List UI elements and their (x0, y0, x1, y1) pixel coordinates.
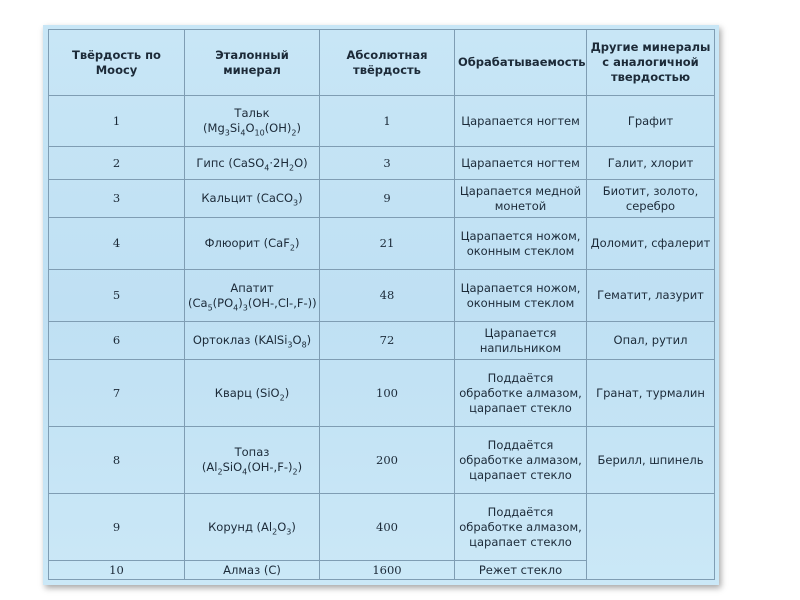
cell-absolute: 9 (320, 180, 455, 218)
header-workability: Обрабатываемость (455, 30, 587, 96)
cell-absolute: 1 (320, 96, 455, 147)
cell-mohs: 7 (49, 360, 185, 427)
cell-workability: Царапается напильником (455, 322, 587, 360)
cell-mohs: 8 (49, 427, 185, 494)
cell-mohs: 4 (49, 218, 185, 270)
cell-others-empty (587, 494, 715, 580)
cell-mohs: 1 (49, 96, 185, 147)
cell-workability: Царапается медной монетой (455, 180, 587, 218)
cell-mineral: Флюорит (CaF$_2$) (185, 218, 320, 270)
table-row (49, 180, 715, 218)
cell-workability: Режет стекло (455, 561, 587, 580)
header-row (49, 30, 715, 96)
cell-mohs: 10 (49, 561, 185, 580)
cell-others: Биотит, золото, серебро (587, 180, 715, 218)
header-mohs: Твёрдость по Моосу (49, 30, 185, 96)
cell-absolute: 200 (320, 427, 455, 494)
cell-others: Гематит, лазурит (587, 270, 715, 322)
table-row (49, 360, 715, 427)
cell-mohs: 5 (49, 270, 185, 322)
cell-others: Опал, рутил (587, 322, 715, 360)
table-row (49, 494, 715, 561)
cell-mineral: Гипс $(CaSO_4\cdot 2H_2O)$ (185, 147, 320, 180)
table-row (49, 96, 715, 147)
header-other-minerals: Другие минералы с аналогичной твердостью (587, 30, 715, 96)
cell-mineral: Кальцит (CaCO$_3$) (185, 180, 320, 218)
cell-workability: Поддаётся обработке алмазом, царапает стекло (455, 360, 587, 427)
cell-others: Галит, хлорит (587, 147, 715, 180)
cell-absolute: 21 (320, 218, 455, 270)
cell-workability: Царапается ножом, оконным стеклом (455, 270, 587, 322)
cell-workability: Царапается ножом, оконным стеклом (455, 218, 587, 270)
cell-mineral: Корунд $(Al_2O_3)$ (185, 494, 320, 561)
cell-mineral: Ортоклаз $(KAlSi_3O_8)$ (185, 322, 320, 360)
cell-mineral: Топаз $(Al_2SiO_4(OH-,F-)_2)$ (185, 427, 320, 494)
cell-absolute: 400 (320, 494, 455, 561)
cell-mineral: Апатит $(Ca_5(PO_4)_3(OH-,Cl-,F-))$ (185, 270, 320, 322)
cell-others: Гранат, турмалин (587, 360, 715, 427)
cell-mineral: Кварц (SiO$_2$) (185, 360, 320, 427)
cell-workability: Поддаётся обработке алмазом, царапает стекло (455, 427, 587, 494)
cell-mohs: 2 (49, 147, 185, 180)
table-row (49, 427, 715, 494)
cell-mohs: 9 (49, 494, 185, 561)
cell-mineral: Тальк $(Mg_3Si_4O_{10}(OH)_2)$ (185, 96, 320, 147)
header-reference-mineral: Эталонный минерал (185, 30, 320, 96)
table-row (49, 147, 715, 180)
cell-others: Графит (587, 96, 715, 147)
cell-others: Берилл, шпинель (587, 427, 715, 494)
cell-mineral: Алмаз (C) (185, 561, 320, 580)
header-absolute-hardness: Абсолютная твёрдость (320, 30, 455, 96)
table-row (49, 322, 715, 360)
table-row (49, 270, 715, 322)
cell-workability: Поддаётся обработке алмазом, царапает стекло (455, 494, 587, 561)
mohs-hardness-table (48, 29, 715, 580)
cell-absolute: 48 (320, 270, 455, 322)
cell-mohs: 6 (49, 322, 185, 360)
cell-mohs: 3 (49, 180, 185, 218)
cell-absolute: 1600 (320, 561, 455, 580)
cell-others: Доломит, сфалерит (587, 218, 715, 270)
cell-absolute: 3 (320, 147, 455, 180)
table-row (49, 218, 715, 270)
cell-absolute: 72 (320, 322, 455, 360)
cell-workability: Царапается ногтем (455, 147, 587, 180)
cell-workability: Царапается ногтем (455, 96, 587, 147)
cell-absolute: 100 (320, 360, 455, 427)
